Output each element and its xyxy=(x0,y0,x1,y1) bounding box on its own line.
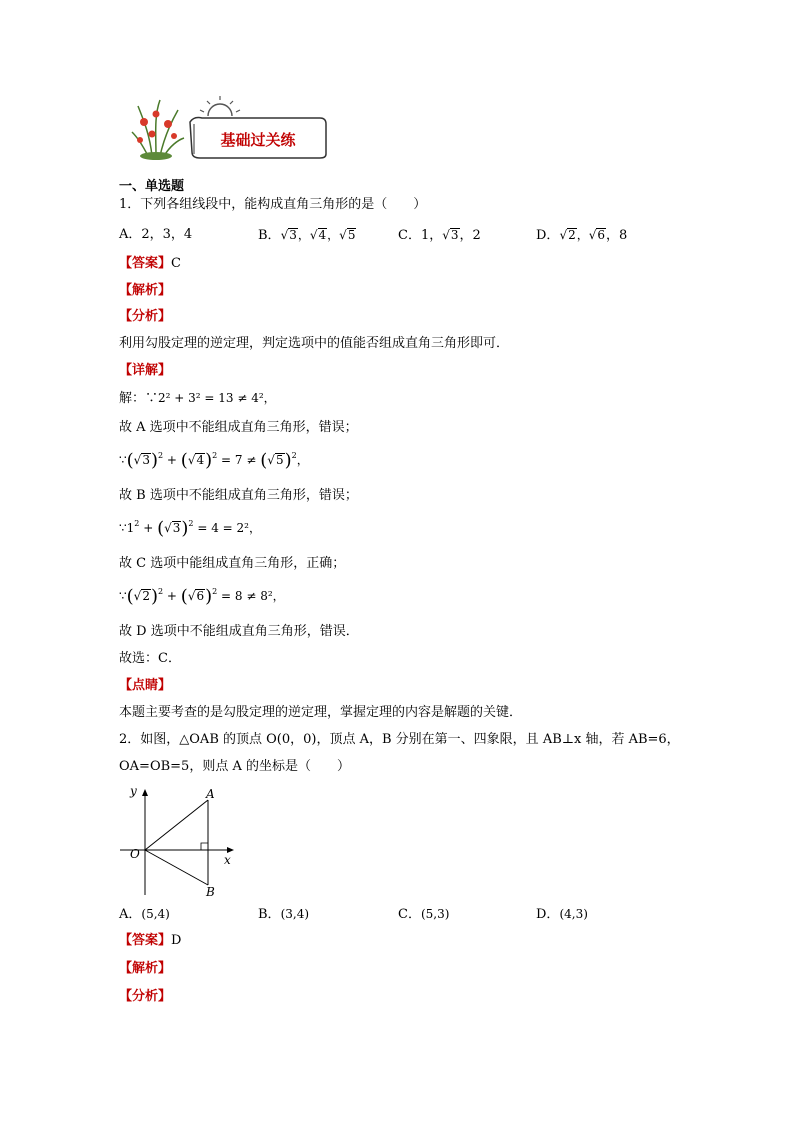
radicand: 6 xyxy=(597,228,606,242)
q1-fenxi-tag: 【分析】 xyxy=(119,309,172,324)
option-text: (3,4) xyxy=(280,907,310,921)
q1-fenxi-text: 利用勾股定理的逆定理，判定选项中的值能否组成直角三角形即可． xyxy=(119,336,510,351)
option-text: 1， xyxy=(420,228,443,243)
option-label: A． xyxy=(119,907,142,922)
q2-stem-line-1: 2．如图，△OAB 的顶点 O(0，0)，顶点 A，B 分别在第一、四象限，且 AB⊥x 轴，若 AB=6， xyxy=(119,732,680,747)
option-text: ，8 xyxy=(606,228,628,243)
radicand: 6 xyxy=(196,589,205,603)
q2-option-b xyxy=(258,905,309,924)
q1-analysis-tag: 【解析】 xyxy=(119,283,172,298)
answer-value: C xyxy=(171,256,181,271)
answer-value: D xyxy=(171,933,182,948)
q2-option-a xyxy=(119,905,170,924)
banner-title: 基础过关练 xyxy=(220,131,296,149)
radicand: 3 xyxy=(289,228,297,242)
sun-icon xyxy=(200,96,240,116)
option-text: 2，3，4 xyxy=(141,227,193,242)
segment-ob xyxy=(145,850,208,885)
q1-calc-2: $\because(√3)^2 + (√4)^2 = 7 \ne (√5)^2$， xyxy=(119,450,309,471)
segment-oa xyxy=(145,800,208,850)
x-axis-label: x xyxy=(224,853,231,867)
q1-answer xyxy=(119,255,181,273)
q1-calc-3: $\because 1^2 + (√3)^2 = 4 = 2^2$， xyxy=(119,518,261,539)
q1-detail-tag: 【详解】 xyxy=(119,363,172,378)
q1-conclusion-c: 故 C 选项中能组成直角三角形，正确； xyxy=(119,556,346,571)
q1-comment-text: 本题主要考查的是勾股定理的逆定理，掌握定理的内容是解题的关键． xyxy=(119,705,523,720)
y-axis-label: y xyxy=(130,784,137,798)
q2-option-d xyxy=(536,905,588,924)
option-label: D． xyxy=(536,907,560,922)
radicand: 4 xyxy=(196,453,205,467)
q1-comment-tag: 【点睛】 xyxy=(119,678,172,693)
calc-expression: = 4 = 2²， xyxy=(193,521,261,535)
q2-triangle-diagram xyxy=(118,783,248,898)
option-label: B． xyxy=(258,907,281,922)
right-angle-mark xyxy=(201,843,208,850)
section-banner xyxy=(130,96,330,166)
calc-expression: 2² + 3² = 13 ≠ 4²， xyxy=(158,391,276,405)
q1-option-d: D．√2，√6，8 xyxy=(536,228,628,243)
radicand: 3 xyxy=(450,228,459,242)
radicand: 2 xyxy=(568,228,576,242)
q2-option-c xyxy=(398,905,449,924)
q1-option-c: C．1，√3，2 xyxy=(398,228,481,243)
plant-illustration xyxy=(132,100,184,160)
calc-expression: = 7 ≠ xyxy=(217,453,261,467)
radicand: 5 xyxy=(275,453,284,467)
answer-tag: 【答案】 xyxy=(119,256,172,271)
option-label: A． xyxy=(119,227,142,242)
q1-conclusion-a: 故 A 选项中不能组成直角三角形，错误； xyxy=(119,420,358,435)
calc-expression: = 8 ≠ 8²， xyxy=(217,589,285,603)
q1-conclusion-d: 故 D 选项中不能组成直角三角形，错误． xyxy=(119,624,359,639)
radicand: 3 xyxy=(172,521,181,535)
origin-label: O xyxy=(130,847,140,861)
option-label: B． xyxy=(258,228,281,243)
y-axis-arrow-icon xyxy=(142,789,148,796)
q1-stem: 1．下列各组线段中，能构成直角三角形的是（ ） xyxy=(119,197,427,212)
q2-fenxi-tag: 【分析】 xyxy=(119,989,172,1004)
radicand: 3 xyxy=(142,453,150,467)
point-a-label: A xyxy=(206,787,215,801)
q2-answer xyxy=(119,932,181,950)
answer-tag: 【答案】 xyxy=(119,933,172,948)
q1-calc-4: $\because(√2)^2 + (√6)^2 = 8 \ne 8^2$， xyxy=(119,586,285,607)
radicand: 5 xyxy=(347,228,356,242)
option-label: C． xyxy=(398,228,421,243)
q2-stem-line-2: OA=OB=5，则点 A 的坐标是（ ） xyxy=(119,759,350,774)
radicand: 4 xyxy=(318,228,327,242)
option-label: C． xyxy=(398,907,421,922)
option-text: (5,3) xyxy=(420,907,450,921)
q1-final-choice: 故选：C． xyxy=(119,651,181,666)
q1-calc-1 xyxy=(119,389,276,408)
section-heading: 一、单选题 xyxy=(119,179,185,194)
radicand: 2 xyxy=(142,589,150,603)
option-text: ，2 xyxy=(459,228,481,243)
option-text: (5,4) xyxy=(141,907,170,921)
q2-analysis-tag: 【解析】 xyxy=(119,961,172,976)
calc-prefix: 解：∵ xyxy=(119,391,159,406)
q1-option-a xyxy=(119,226,192,244)
point-b-label: B xyxy=(206,885,215,898)
option-label: D． xyxy=(536,228,560,243)
option-text: (4,3) xyxy=(559,907,588,921)
q1-conclusion-b: 故 B 选项中不能组成直角三角形，错误； xyxy=(119,488,358,503)
q1-option-b: B．√3，√4，√5 xyxy=(258,228,356,243)
